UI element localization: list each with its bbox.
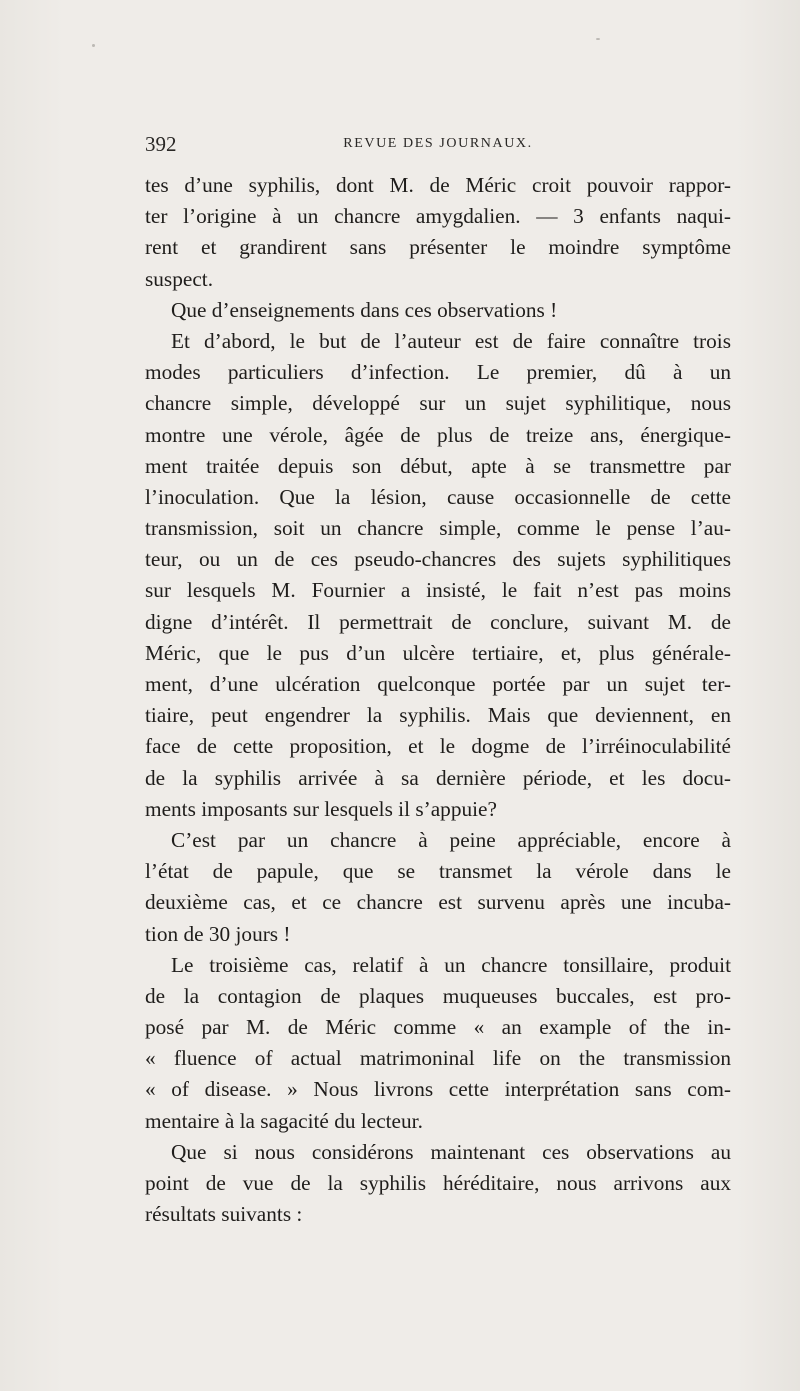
text-line: l’inoculation. Que la lésion, cause occasionnelle de cette bbox=[145, 484, 731, 509]
text-line: tiaire, peut engendrer la syphilis. Mais que deviennent, en bbox=[145, 703, 731, 728]
text-line: digne d’intérêt. Il permettrait de conclure, suivant M. de bbox=[145, 609, 731, 634]
text-line: résultats suivants : bbox=[145, 1202, 303, 1227]
paper-speck bbox=[92, 44, 95, 47]
text-line: « fluence of actual matrimoninal life on the transmission bbox=[145, 1046, 731, 1071]
text-line: mentaire à la sagacité du lecteur. bbox=[145, 1108, 423, 1133]
text-line: face de cette proposition, et le dogme de l’irréinoculabilité bbox=[145, 734, 731, 759]
paper-speck bbox=[596, 38, 600, 40]
text-line: rent et grandirent sans présenter le moindre symptôme bbox=[145, 235, 731, 260]
text-line: tion de 30 jours ! bbox=[145, 921, 291, 946]
text-line: montre une vérole, âgée de plus de treize ans, énergique- bbox=[145, 422, 731, 447]
text-line: ment traitée depuis son début, apte à se transmettre par bbox=[145, 453, 731, 478]
text-line: tes d’une syphilis, dont M. de Méric croit pouvoir rappor- bbox=[145, 173, 731, 197]
text-line: Que si nous considérons maintenant ces observations au bbox=[171, 1139, 731, 1164]
text-line: ment, d’une ulcération quelconque portée par un sujet ter- bbox=[145, 672, 731, 696]
text-line: Et d’abord, le but de l’auteur est de faire connaître trois bbox=[171, 328, 731, 353]
text-line: modes particuliers d’infection. Le premier, dû à un bbox=[145, 360, 731, 385]
running-head: REVUE DES JOURNAUX. bbox=[343, 136, 533, 151]
text-line: sur lesquels M. Fournier a insisté, le fait n’est pas moins bbox=[145, 578, 731, 603]
text-line: Le troisième cas, relatif à un chancre tonsillaire, produit bbox=[171, 952, 731, 977]
text-line: « of disease. » Nous livrons cette interprétation sans com- bbox=[145, 1077, 731, 1102]
text-line: posé par M. de Méric comme « an example of the in- bbox=[145, 1015, 731, 1040]
text-line: point de vue de la syphilis héréditaire, nous arrivons aux bbox=[145, 1171, 731, 1195]
text-line: Que d’enseignements dans ces observations ! bbox=[171, 297, 558, 322]
text-line: teur, ou un de ces pseudo-chancres des sujets syphilitiques bbox=[145, 547, 731, 572]
text-line: suspect. bbox=[145, 266, 214, 291]
text-line: deuxième cas, et ce chancre est survenu après une incuba- bbox=[145, 890, 731, 915]
page-header bbox=[145, 132, 731, 162]
body-text bbox=[145, 170, 731, 1230]
text-line: Méric, que le pus d’un ulcère tertiaire, et, plus générale- bbox=[145, 640, 731, 665]
text-line: transmission, soit un chancre simple, comme le pense l’au- bbox=[145, 516, 731, 541]
text-line: C’est par un chancre à peine appréciable, encore à bbox=[171, 827, 731, 852]
text-line: chancre simple, développé sur un sujet syphilitique, nous bbox=[145, 391, 731, 416]
text-line: l’état de papule, que se transmet la vérole dans le bbox=[145, 859, 731, 884]
page-number: 392 bbox=[145, 132, 177, 156]
text-line: de la syphilis arrivée à sa dernière période, et les docu- bbox=[145, 765, 731, 790]
text-line: de la contagion de plaques muqueuses buccales, est pro- bbox=[145, 983, 731, 1008]
text-line: ments imposants sur lesquels il s’appuie? bbox=[145, 796, 497, 821]
text-line: ter l’origine à un chancre amygdalien. — 3 enfants naqui- bbox=[145, 204, 731, 229]
